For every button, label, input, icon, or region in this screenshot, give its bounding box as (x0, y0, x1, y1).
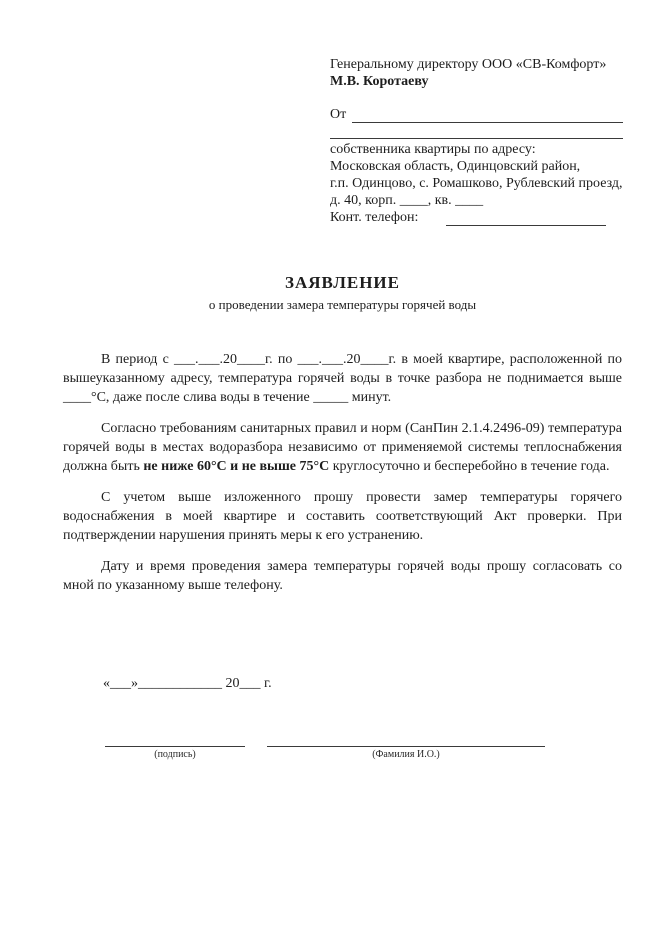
sanpin-text-before: Согласно требованиям санитарных правил и норм (СанПин 2.1.4.2496-09) температура горячей воды в местах водоразбора независимо от применяемой системы теплоснабжения должна быть (63, 421, 622, 474)
paragraph-period: В период с ___.___.20____г. по ___.___.20____г. в моей квартире, расположенной по вышеуказанному адресу, температура горячей воды в точке разбора не поднимается выше ____°С, даже после слива воды в течение _____ минут. (63, 352, 622, 405)
signature-block (105, 738, 545, 762)
from-blank-line (352, 107, 623, 123)
paragraph-request: С учетом выше изложенного прошу провести замер температуры горячего водоснабжения в моей квартире и составить соответствующий Акт проверки. При подтверждении нарушения принять меры к его устранению. (63, 490, 622, 543)
recipient-name-line: М.В. Коротаеву (330, 74, 429, 89)
from-row (330, 106, 623, 123)
from-blank-line-2 (330, 123, 623, 139)
phone-blank-line (446, 210, 606, 226)
name-column (267, 738, 545, 762)
address-line-3: д. 40, корп. ____, кв. ____ (330, 193, 484, 208)
statement-subtitle: о проведении замера температуры горячей воды (208, 297, 477, 312)
recipient-org-line: Генеральному директору ООО «СВ-Комфорт» (330, 57, 607, 72)
signature-column (105, 738, 245, 762)
owner-line: собственника квартиры по адресу: (330, 142, 536, 157)
address-line-2: г.п. Одинцово, с. Ромашково, Рублевский проезд, (330, 176, 623, 191)
signature-line (105, 738, 245, 747)
address-line-1: Московская область, Одинцовский район, (330, 159, 581, 174)
phone-label: Конт. телефон: (330, 210, 419, 225)
date-line: «___»____________ 20___ г. (103, 676, 272, 691)
phone-row (330, 209, 623, 226)
recipient-spacer (330, 90, 623, 106)
name-line (267, 738, 545, 747)
statement-title: ЗАЯВЛЕНИЕ (284, 273, 400, 292)
body-text (63, 350, 622, 607)
from-label: От (330, 107, 347, 122)
title-block (63, 272, 622, 313)
signature-caption: (подпись) (154, 749, 196, 760)
sanpin-text-after: круглосуточно и бесперебойно в течение года. (329, 459, 610, 474)
recipient-block (330, 56, 623, 226)
sanpin-bold-text: не ниже 60°С и не выше 75°С (143, 459, 330, 474)
name-caption: (Фамилия И.О.) (372, 749, 440, 760)
paragraph-schedule: Дату и время проведения замера температуры горячей воды прошу согласовать со мной по указанному выше телефону. (63, 559, 622, 593)
paragraph-sanpin (63, 419, 622, 476)
